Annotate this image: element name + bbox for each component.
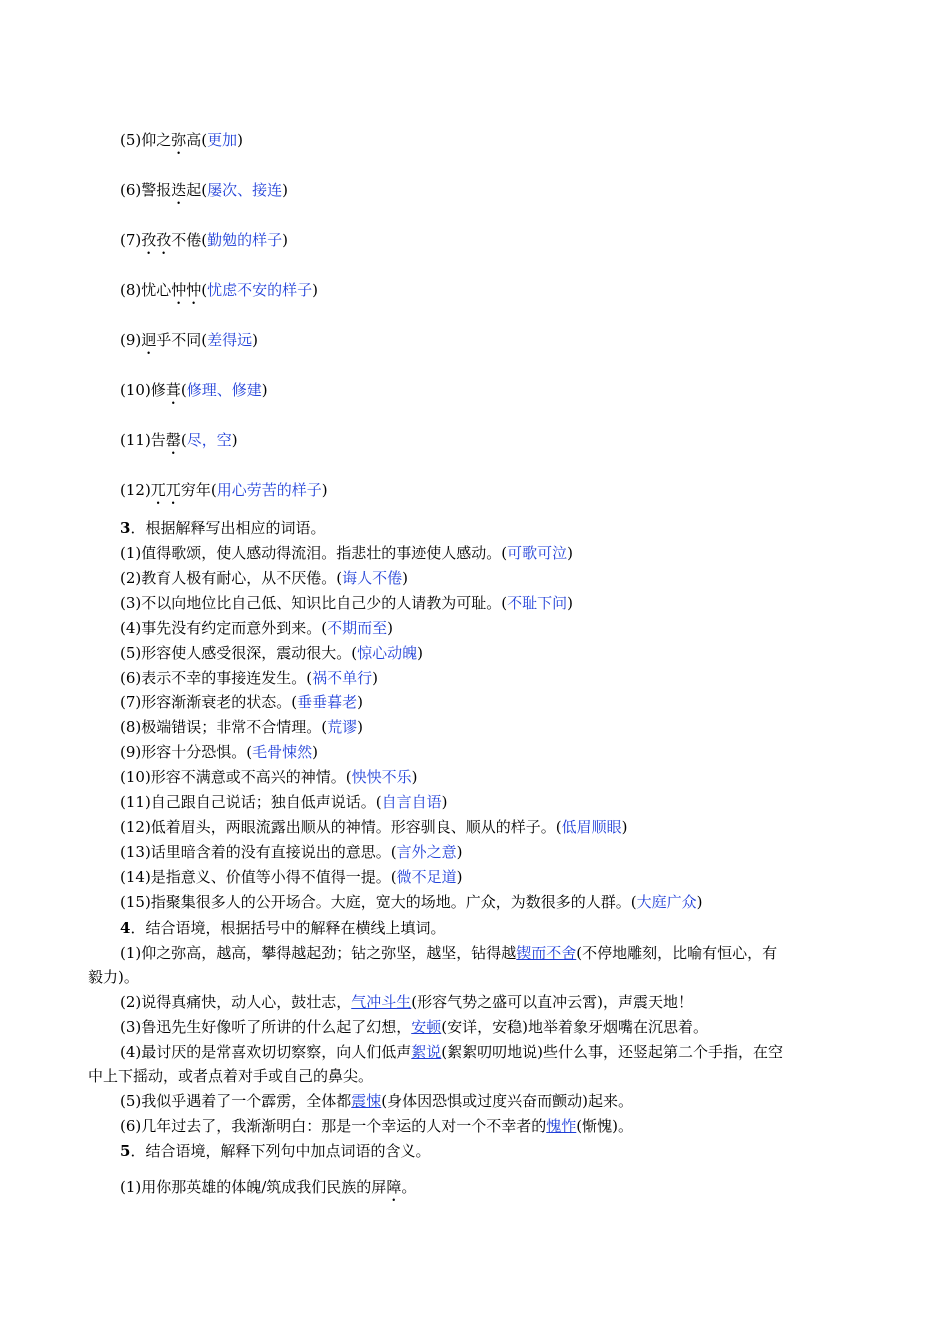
definition-text: (7)形容渐渐衰老的状态。(	[120, 693, 298, 712]
question-3-heading	[120, 518, 325, 538]
q4-4-text-b: (絮絮叨叨地说)些什么事，还竖起第二个手指，在空	[441, 1043, 783, 1061]
q4-item-4-cont	[88, 1066, 373, 1086]
definition-text: (6)表示不幸的事接连发生。(	[120, 668, 313, 687]
item-number: (5)	[120, 131, 142, 149]
q4-4-text-a: (4)最讨厌的是常喜欢切切察察，向人们低声	[120, 1043, 412, 1061]
definition-item: (3)不以向地位比自己低、知识比自己少的人请教为可耻。(不耻下问)	[120, 593, 573, 612]
definition-text: (2)教育人极有耐心，从不厌倦。(	[120, 568, 343, 587]
q4-item-4	[120, 1042, 783, 1062]
dotted-word: 葺	[165, 381, 181, 399]
q4-4-answer: 絮说	[411, 1043, 442, 1061]
dotted-word: 罄	[165, 431, 181, 449]
q4-3-text-b: (安详，安稳)地举着象牙烟嘴在沉思着。	[441, 1018, 708, 1036]
question-number: 3	[120, 519, 131, 537]
answer: 垂垂暮老	[297, 693, 358, 712]
item-text-post: 穷年	[180, 481, 211, 499]
dotted-word: 忡忡	[171, 281, 202, 299]
item-number: (7)	[120, 231, 142, 249]
item-text-post: 起	[186, 181, 202, 199]
q4-item-1	[120, 943, 777, 963]
definition-text: (13)话里暗含着的没有直接说出的意思。(	[120, 842, 397, 861]
item-number: (12)	[120, 481, 151, 499]
vocab-item: (9)迥乎不同(差得远)	[120, 331, 259, 349]
question-number: 5	[120, 1142, 131, 1160]
definition-text: (11)自己跟自己说话；独自低声说话。(	[120, 793, 382, 811]
definition-item: (14)是指意义、价值等小得不值得一提。(微不足道)	[120, 867, 463, 886]
answer: 修理、修建	[186, 381, 262, 399]
definition-item: (1)值得歌颂，使人感动得流泪。指悲壮的事迹使人感动。(可歌可泣)	[120, 544, 573, 562]
dotted-word: 迥	[141, 331, 157, 349]
definition-item: (13)话里暗含着的没有直接说出的意思。(言外之意)	[120, 842, 463, 861]
item-text-pre: 警报	[141, 181, 172, 199]
answer: 自言自语	[381, 793, 442, 811]
vocab-item: (7)孜孜不倦(勤勉的样子)	[120, 231, 289, 249]
q4-2-text-a: (2)说得真痛快，动人心，鼓壮志，	[120, 993, 352, 1011]
answer: 用心劳苦的样子	[216, 481, 322, 499]
definition-item: (4)事先没有约定而意外到来。(不期而至)	[120, 618, 393, 637]
item-text-pre: 仰之	[141, 131, 172, 149]
q5-1-dotted-word: 障	[386, 1178, 402, 1196]
answer: 忧虑不安的样子	[207, 281, 313, 299]
q4-item-1-cont	[88, 967, 139, 987]
answer: 差得远	[207, 331, 253, 349]
q4-item-3	[120, 1017, 708, 1037]
vocab-item: (5)仰之弥高(更加)	[120, 131, 244, 149]
definition-text: (4)事先没有约定而意外到来。(	[120, 618, 328, 637]
item-number: (8)	[120, 281, 142, 299]
q4-item-5	[120, 1091, 633, 1111]
q4-5-answer: 震悚	[351, 1092, 382, 1110]
item-number: (9)	[120, 331, 142, 349]
definition-text: (9)形容十分恐惧。(	[120, 743, 253, 762]
q4-1-text-a: (1)仰之弥高，越高，攀得越起劲；钻之弥坚，越坚，钻得越	[120, 944, 517, 962]
q4-1-text-c: 毅力)。	[88, 968, 139, 986]
answer: 祸不单行	[312, 668, 373, 687]
vocab-item: (8)忧心忡忡(忧虑不安的样子)	[120, 281, 319, 299]
answer: 勤勉的样子	[207, 231, 283, 249]
answer: 惊心动魄	[357, 643, 418, 662]
q4-6-text-a: (6)几年过去了，我渐渐明白：那是一个幸运的人对一个不幸者的	[120, 1117, 547, 1135]
q4-item-2	[120, 992, 693, 1012]
definition-text: (3)不以向地位比自己低、知识比自己少的人请教为可耻。(	[120, 593, 508, 612]
answer: 不耻下问	[507, 593, 568, 612]
answer: 荒谬	[327, 718, 358, 737]
item-text-post: 不倦	[171, 231, 202, 249]
answer: 毛骨悚然	[252, 743, 313, 762]
item-text-pre: 忧心	[141, 281, 172, 299]
q4-3-answer: 安顿	[411, 1018, 442, 1036]
q5-1-text-b: 。	[401, 1178, 417, 1196]
dotted-word: 弥	[171, 131, 187, 149]
question-title: ．根据解释写出相应的词语。	[130, 519, 326, 537]
answer: 屡次、接连	[207, 181, 283, 199]
definition-text: (5)形容使人感受很深，震动很大。(	[120, 643, 358, 662]
item-number: (10)	[120, 381, 151, 399]
definition-item: (12)低着眉头，两眼流露出顺从的神情。形容驯良、顺从的样子。(低眉顺眼)	[120, 817, 628, 836]
q4-5-text-b: (身体因恐惧或过度兴奋而颤动)起来。	[381, 1092, 633, 1110]
answer: 诲人不倦	[342, 568, 403, 587]
dotted-word: 孜孜	[141, 231, 172, 249]
q4-1-text-b: (不停地雕刻，比喻有恒心，有	[576, 944, 778, 962]
definition-item: (7)形容渐渐衰老的状态。(垂垂暮老)	[120, 693, 363, 712]
item-number: (11)	[120, 431, 151, 449]
definition-item: (9)形容十分恐惧。(毛骨悚然)	[120, 743, 318, 762]
q5-1-text-a: (1)用你那英雄的体魄/筑成我们民族的屏	[120, 1178, 387, 1196]
definition-text: (15)指聚集很多人的公开场合。大庭，宽大的场地。广众，为数很多的人群。(	[120, 892, 637, 911]
answer: 低眉顺眼	[561, 817, 622, 836]
q4-1-answer: 锲而不舍	[516, 944, 577, 962]
answer: 尽，空	[186, 431, 232, 449]
q4-item-6	[120, 1116, 633, 1136]
item-text-post: 高	[186, 131, 202, 149]
definition-text: (8)极端错误；非常不合情理。(	[120, 718, 328, 737]
question-title: ．结合语境，解释下列句中加点词语的含义。	[130, 1142, 431, 1160]
item-number: (6)	[120, 181, 142, 199]
q5-item-1	[120, 1177, 416, 1205]
answer: 更加	[207, 131, 238, 149]
question-4-heading	[120, 918, 445, 938]
definition-text: (1)值得歌颂，使人感动得流泪。指悲壮的事迹使人感动。(	[120, 544, 508, 562]
item-text-pre: 修	[150, 381, 166, 399]
answer: 微不足道	[396, 867, 457, 886]
q4-6-text-b: (惭愧)。	[576, 1117, 633, 1135]
definition-text: (12)低着眉头，两眼流露出顺从的神情。形容驯良、顺从的样子。(	[120, 817, 562, 836]
question-number: 4	[120, 919, 131, 937]
item-text-pre: 告	[150, 431, 166, 449]
definition-item: (5)形容使人感受很深，震动很大。(惊心动魄)	[120, 643, 423, 662]
vocab-item: (11)告罄(尽，空)	[120, 431, 238, 449]
dotted-word: 迭	[171, 181, 187, 199]
q4-4-text-c: 中上下摇动，或者点着对手或自己的鼻尖。	[88, 1067, 374, 1085]
answer: 大庭广众	[636, 892, 697, 911]
vocab-item: (10)修葺(修理、修建)	[120, 381, 268, 399]
q4-3-text-a: (3)鲁迅先生好像听了所讲的什么起了幻想，	[120, 1018, 412, 1036]
answer: 可歌可泣	[507, 544, 568, 562]
q4-2-answer: 气冲斗生	[351, 993, 412, 1011]
item-text-post: 乎不同	[156, 331, 202, 349]
definition-item: (10)形容不满意或不高兴的神情。(怏怏不乐)	[120, 768, 418, 787]
definition-text: (10)形容不满意或不高兴的神情。(	[120, 768, 352, 787]
q4-5-text-a: (5)我似乎遇着了一个霹雳，全体都	[120, 1092, 352, 1110]
answer: 不期而至	[327, 618, 388, 637]
question-5-heading	[120, 1141, 430, 1161]
q4-2-text-b: (形容气势之盛可以直冲云霄)，声震天地！	[411, 993, 693, 1011]
question-title: ．结合语境，根据括号中的解释在横线上填词。	[130, 919, 446, 937]
definition-item: (8)极端错误；非常不合情理。(荒谬)	[120, 718, 363, 737]
vocab-item: (12)兀兀穷年(用心劳苦的样子)	[120, 481, 328, 499]
definition-item: (6)表示不幸的事接连发生。(祸不单行)	[120, 668, 378, 687]
definition-text: (14)是指意义、价值等小得不值得一提。(	[120, 867, 397, 886]
q4-6-answer: 愧怍	[546, 1117, 577, 1135]
answer: 怏怏不乐	[351, 768, 412, 787]
definition-item: (15)指聚集很多人的公开场合。大庭，宽大的场地。广众，为数很多的人群。(大庭广众)	[120, 892, 703, 911]
dotted-word: 兀兀	[150, 481, 181, 499]
definition-item: (2)教育人极有耐心，从不厌倦。(诲人不倦)	[120, 568, 408, 587]
answer: 言外之意	[396, 842, 457, 861]
definition-item: (11)自己跟自己说话；独自低声说话。(自言自语)	[120, 793, 448, 811]
vocab-item: (6)警报迭起(屡次、接连)	[120, 181, 289, 199]
